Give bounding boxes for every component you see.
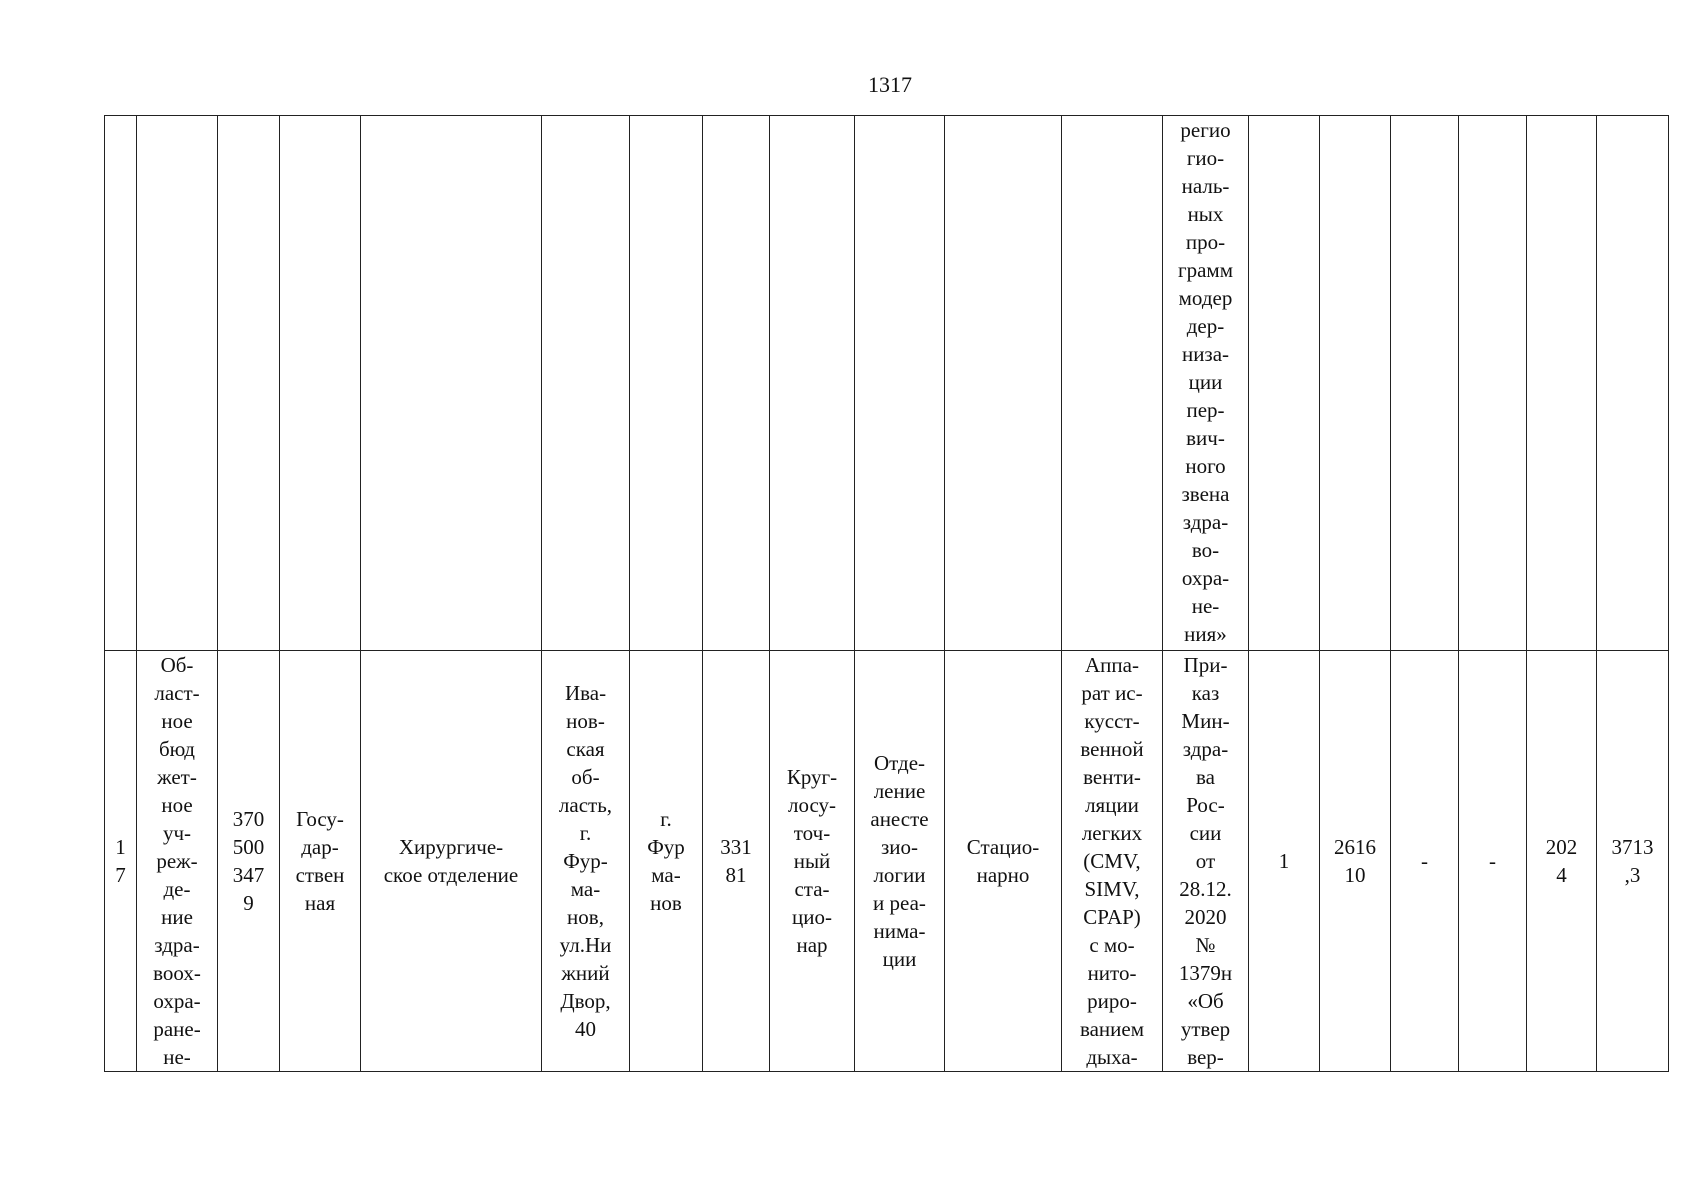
cell-row-number: 1 7 (105, 651, 137, 1072)
cell-amount: 3713 ,3 (1597, 651, 1669, 1072)
cell-empty (1062, 116, 1163, 651)
cell-empty (1391, 116, 1459, 651)
table-row (105, 651, 1669, 1072)
cell-empty (770, 116, 855, 651)
cell-institution: Об- ласт- ное бюд жет- ное уч- реж- де- ние здра- воох- охра- ране- не- (137, 651, 218, 1072)
cell-empty (1527, 116, 1597, 651)
cell-dash-a: - (1391, 651, 1459, 1072)
cell-empty (703, 116, 770, 651)
cell-empty (542, 116, 630, 651)
cell-empty (855, 116, 945, 651)
equipment-table (104, 115, 1669, 1072)
table-row-continuation (105, 116, 1669, 651)
cell-empty (1459, 116, 1527, 651)
cell-city: г. Фур ма- нов (630, 651, 703, 1072)
cell-code: 2616 10 (1320, 651, 1391, 1072)
cell-unit: Отде- ление анесте зио- логии и реа- нима- ции (855, 651, 945, 1072)
cell-inn: 370 500 347 9 (218, 651, 280, 1072)
cell-year: 202 4 (1527, 651, 1597, 1072)
cell-care-type: Круг- лосу- точ- ный ста- цио- нар (770, 651, 855, 1072)
cell-empty (280, 116, 361, 651)
cell-empty (630, 116, 703, 651)
cell-empty (218, 116, 280, 651)
cell-empty (105, 116, 137, 651)
cell-empty (945, 116, 1062, 651)
cell-empty (137, 116, 218, 651)
cell-empty (1249, 116, 1320, 651)
cell-basis: При- каз Мин- здра- ва Рос- сии от 28.12. 2020 № 1379н «Об утвер вер- (1163, 651, 1249, 1072)
cell-ownership: Госу- дар- ствен ная (280, 651, 361, 1072)
cell-equipment: Аппа- рат ис- кусст- венной венти- ляции легких (CMV, SIMV, CPAP) с мо- нито- риро- ванием дыха- (1062, 651, 1163, 1072)
cell-postal-index: 331 81 (703, 651, 770, 1072)
cell-empty (1597, 116, 1669, 651)
cell-empty (361, 116, 542, 651)
cell-conditions: Стацио- нарно (945, 651, 1062, 1072)
cell-department: Хирургиче- ское отделение (361, 651, 542, 1072)
cell-basis-continuation: регио гио- наль- ных про- грамм модер дер- низа- ции пер- вич- ного звена здра- во- охра- не- ния» (1163, 116, 1249, 651)
cell-address: Ива- нов- ская об- ласть, г. Фур- ма- нов, ул.Ни жний Двор, 40 (542, 651, 630, 1072)
page-number: 1317 (868, 72, 912, 97)
cell-quantity: 1 (1249, 651, 1320, 1072)
cell-empty (1320, 116, 1391, 651)
cell-dash-b: - (1459, 651, 1527, 1072)
